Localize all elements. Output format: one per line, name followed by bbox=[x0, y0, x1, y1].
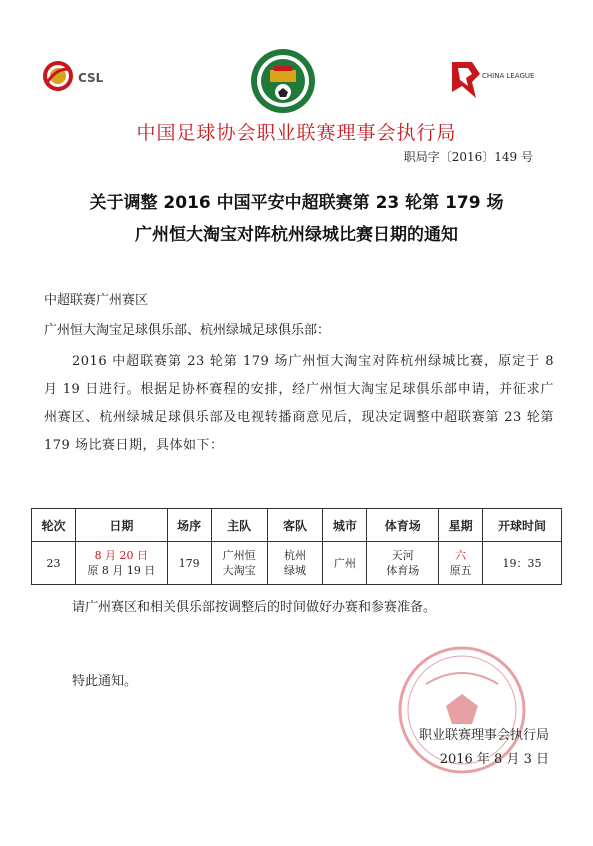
cell-away bbox=[267, 542, 323, 585]
home-line-2: 大淘宝 bbox=[222, 564, 256, 577]
cell-city: 广州 bbox=[323, 542, 367, 585]
signature-org: 职业联赛理事会执行局 bbox=[418, 728, 549, 743]
table-header-row bbox=[32, 509, 562, 542]
stadium-line-2: 体育场 bbox=[386, 564, 420, 577]
away-line-2: 绿城 bbox=[283, 564, 306, 577]
notice-title-line-2: 广州恒大淘宝对阵杭州绿城比赛日期的通知 bbox=[135, 225, 458, 245]
header-match-no: 场序 bbox=[167, 509, 211, 542]
cfa-emblem bbox=[250, 48, 316, 114]
signature-date: 2016 年 8 月 3 日 bbox=[439, 752, 549, 767]
cell-weekday bbox=[439, 542, 483, 585]
header-date: 日期 bbox=[75, 509, 167, 542]
header-away: 客队 bbox=[267, 509, 323, 542]
body-paragraph: 2016 中超联赛第 23 轮第 179 场广州恒大淘宝对阵杭州绿城比赛，原定于 8 月 19 日进行。根据足协杯赛程的安排，经广州恒大淘宝足球俱乐部申请，并征求广州赛区、杭州绿城足球俱乐部及电视转播商意见后，现决定调整中超联赛第 23 轮第 179 场比赛日期，具体如下： bbox=[44, 354, 554, 453]
stadium-line-1: 天河 bbox=[391, 549, 414, 562]
away-line-1: 杭州 bbox=[283, 549, 306, 562]
csl-logo-text: CSL bbox=[78, 71, 104, 85]
original-weekday: 原五 bbox=[449, 564, 472, 577]
new-date: 8 月 20 日 bbox=[94, 549, 149, 562]
header-round: 轮次 bbox=[32, 509, 76, 542]
cell-home bbox=[211, 542, 267, 585]
schedule-table bbox=[31, 508, 562, 585]
document-number: 职局字〔2016〕149 号 bbox=[403, 150, 533, 164]
header-stadium: 体育场 bbox=[367, 509, 439, 542]
notice-title-line-1: 关于调整 2016 中国平安中超联赛第 23 轮第 179 场 bbox=[89, 193, 504, 213]
home-line-1: 广州恒 bbox=[222, 549, 256, 562]
china-league-logo bbox=[446, 56, 546, 102]
china-league-text: CHINA LEAGUE bbox=[482, 72, 535, 80]
header-kickoff: 开球时间 bbox=[483, 509, 562, 542]
header-weekday: 星期 bbox=[439, 509, 483, 542]
notice-end: 特此通知。 bbox=[72, 674, 138, 689]
csl-logo bbox=[38, 56, 116, 98]
cell-match-no: 179 bbox=[167, 542, 211, 585]
cell-round: 23 bbox=[32, 542, 76, 585]
org-title: 中国足球协会职业联赛理事会执行局 bbox=[136, 122, 457, 144]
cell-kickoff: 19：35 bbox=[483, 542, 562, 585]
addressee-line-1: 中超联赛广州赛区 bbox=[44, 293, 149, 308]
header-city: 城市 bbox=[323, 509, 367, 542]
cell-stadium bbox=[367, 542, 439, 585]
header-home: 主队 bbox=[211, 509, 267, 542]
cell-date bbox=[75, 542, 167, 585]
original-date: 原 8 月 19 日 bbox=[87, 564, 156, 577]
new-weekday: 六 bbox=[455, 549, 467, 562]
table-row bbox=[32, 542, 562, 585]
addressee-line-2: 广州恒大淘宝足球俱乐部、杭州绿城足球俱乐部： bbox=[44, 323, 331, 338]
closing-paragraph: 请广州赛区和相关俱乐部按调整后的时间做好办赛和参赛准备。 bbox=[72, 600, 437, 615]
